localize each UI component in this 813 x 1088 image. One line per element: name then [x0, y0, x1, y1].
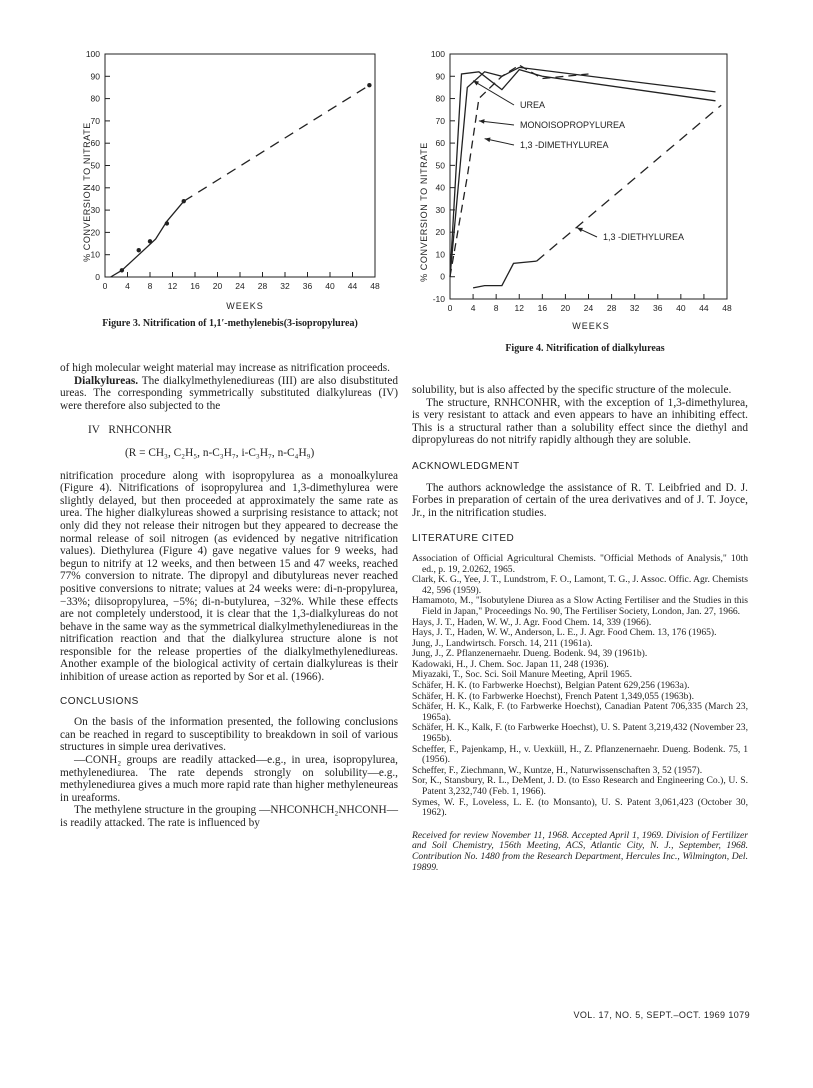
reference-item: Jung, J., Z. Pflanzenernaehr. Dueng. Bodenk. 94, 39 (1961b). [412, 648, 648, 660]
data-curve-solid [111, 201, 184, 277]
reference-item: Jung, J., Landwirtsch. Forsch. 14, 211 (1961a). [412, 637, 593, 649]
reference-item: Scheffer, F., Pajenkamp, H., v. Uexküll, H., Z. Pflanzenernaehr. Dueng. Bodenk. 75, 1 (1956). [412, 743, 748, 766]
received-note: Received for review November 11, 1968. Accepted April 1, 1969. Division of Fertilizer and Soil Chemistry, 156th Meeting, ACS, Atlantic City, N. J., September, 1968. Contribution No. 1480 from the Research Department, Hercules Inc., Wilmington, Del. 19899. [412, 829, 748, 873]
data-point [148, 239, 152, 243]
y-tick-label: 40 [435, 182, 445, 193]
series-line-dimethylurea [450, 65, 589, 277]
y-tick-label: 70 [435, 115, 445, 126]
legend-label: MONOISOPROPYLUREA [520, 120, 626, 130]
formula-text: RNHCONHR [108, 424, 172, 437]
x-tick-label: 24 [583, 303, 594, 313]
y-tick-label: 70 [90, 115, 100, 126]
reference-item: Hays, J. T., Haden, W. W., J. Agr. Food Chem. 14, 339 (1966). [412, 616, 652, 628]
figure-4-chart [405, 42, 755, 342]
x-axis-label: WEEKS [572, 321, 610, 331]
reference-item: Schäfer, H. K., Kalk, F. (to Farbwerke Hoechst), U. S. Patent 3,219,432 (November 23, 1965b). [412, 722, 748, 745]
paragraph: solubility, but is also affected by the specific structure of the molecule. [412, 384, 732, 396]
y-tick-label: 10 [435, 249, 445, 260]
x-tick-label: 36 [653, 303, 663, 313]
data-curve-dashed [184, 85, 370, 201]
formula [88, 424, 398, 437]
x-tick-label: 12 [514, 303, 524, 313]
figure-3-caption: Figure 3. Nitrification of 1,1′-methylenebis(3-isopropylurea) [102, 318, 358, 329]
paragraph-text: The dialkylmethylenediureas (III) are also disubstituted ureas. The corresponding symmetrically substituted dialkylureas (IV) were therefore also subjected to the [60, 374, 398, 412]
x-tick-label: 24 [235, 281, 245, 291]
y-tick-label: -10 [432, 294, 445, 304]
x-tick-label: 12 [167, 281, 178, 291]
paragraph: nitrification procedure along with isopropylurea as a monoalkylurea (Figure 4). Nitrifications of isopropylurea and 1,3-dimethylurea were slightly delayed, but then proceeded at approximately the same rate as urea. The higher dialkylureas showed a surprising resistance to attack; not only did they not release their nitrogen but they appeared to decrease the normal release of soil nitrogen (as evidenced by negative nitrification values). Diethylurea (Figure 4) gave negative values for 9 weeks, had begun to nitrify at 12 weeks, and then between 15 and 47 weeks, reached 77% conversion to nitrate. The dipropyl and dibutylureas never reached positive conversions to nitrate; values at 24 weeks were: di-n-propylurea, −33%; diisopropylurea, −5%; di-n-butylurea, −32%. While these effects are not completely understood, it is clear that the 1,3-dialkylureas do not behave in the same way as the symmetrical dialkylmethylenediureas in the nitrification reaction and that the dialkylurea structure alone is not responsible for the release properties of the dialkylmethylenediureas. Another example of the biological activity of certain dialkylureas is their inhibition of urease action as reported by Sor et al. (1966). [60, 469, 398, 684]
data-point [165, 221, 169, 225]
reference-list [412, 554, 748, 819]
y-axis-label: % CONVERSION TO NITRATE [82, 122, 92, 262]
series-line-monoisopropylurea [450, 67, 716, 276]
formula-r-definition: (R = CH₃, C₂H₅, n-C₃H₇, i-C₃H₇, n-C₄H₉) [125, 446, 315, 459]
plot-frame [450, 54, 727, 299]
page-footer: VOL. 17, NO. 5, SEPT.–OCT. 1969 1079 [573, 1010, 750, 1020]
legend-label: 1,3 -DIETHYLUREA [603, 232, 685, 242]
paragraph: On the basis of the information presented, the following conclusions can be reached in regard to susceptibility to breakdown in soil of various structures in simple urea derivatives. [60, 716, 398, 754]
y-tick-label: 30 [435, 204, 445, 215]
reference-item: Symes, W. F., Loveless, L. E. (to Monsanto), U. S. Patent 3,061,423 (October 30, 1962). [412, 796, 748, 819]
paragraph-dialkylureas [60, 375, 398, 413]
paragraph: The authors acknowledge the assistance of R. T. Leibfried and D. J. Forbes in preparation of certain of the urea derivatives and of J. T. Joyce, Jr., in the nitrification studies. [412, 481, 748, 519]
x-tick-label: 32 [280, 281, 290, 291]
y-tick-label: 100 [85, 49, 100, 59]
x-tick-label: 16 [537, 303, 548, 313]
x-tick-label: 4 [470, 303, 476, 313]
legend-pointer-arrowhead [473, 81, 479, 86]
plot-frame [105, 54, 375, 277]
reference-item: Schäfer, H. K. (to Farbwerke Hoechst), Belgian Patent 629,256 (1963a). [412, 680, 690, 692]
y-tick-label: 80 [90, 93, 100, 104]
x-tick-label: 4 [125, 281, 130, 291]
y-tick-label: 10 [90, 249, 100, 260]
series-line-urea [450, 70, 716, 277]
x-tick-label: 40 [676, 303, 686, 313]
x-tick-label: 32 [629, 303, 640, 313]
y-tick-label: 20 [435, 227, 445, 238]
left-column [60, 362, 398, 830]
section-heading-acknowledgment: ACKNOWLEDGMENT [412, 460, 520, 472]
data-point [137, 248, 141, 252]
figure-3-chart [60, 42, 390, 322]
x-tick-label: 48 [722, 303, 732, 313]
x-tick-label: 8 [147, 281, 153, 291]
paragraph: The methylene structure in the grouping —NHCONHCH₂NHCONH— is readily attacked. The rate is influenced by [60, 804, 398, 829]
section-heading-conclusions: CONCLUSIONS [60, 695, 139, 707]
x-tick-label: 48 [370, 281, 380, 291]
y-tick-label: 0 [95, 272, 100, 282]
paragraph: —CONH₂ groups are readily attacked—e.g., in urea, isopropylurea, methylenediurea. The rate depends strongly on solubility—e.g., methylenediurea gives a much more rapid rate than higher methyleneureas in ureaforms. [60, 754, 398, 804]
y-tick-label: 30 [90, 205, 100, 216]
figure-4-caption: Figure 4. Nitrification of dialkylureas [505, 343, 665, 354]
x-tick-label: 44 [347, 281, 358, 291]
legend-label: UREA [520, 100, 546, 110]
y-tick-label: 80 [435, 93, 445, 104]
x-tick-label: 20 [560, 303, 571, 313]
reference-item: Association of Official Agricultural Chemists. "Official Methods of Analysis," 10th ed., p. 19, 2.0262, 1965. [412, 552, 748, 575]
x-tick-label: 36 [302, 281, 313, 291]
x-tick-label: 44 [699, 303, 709, 313]
x-tick-label: 28 [606, 303, 617, 313]
y-tick-label: 40 [90, 182, 100, 193]
reference-item: Scheffer, F., Ziechmann, W., Kuntze, H., Naturwissenschaften 3, 52 (1957). [412, 764, 703, 776]
reference-item: Hamamoto, M., "Isobutylene Diurea as a Slow Acting Fertiliser and the Studies in this Field in Japan," Proceedings No. 90, The Fertiliser Society, London, Jan. 27, 1966. [412, 595, 748, 617]
y-tick-label: 50 [435, 160, 445, 171]
paragraph: of high molecular weight material may increase as nitrification proceeds. [60, 362, 390, 374]
legend-pointer-arrowhead [485, 138, 491, 143]
series-line-diethylurea [473, 261, 536, 288]
data-point [182, 199, 186, 203]
x-tick-label: 8 [493, 303, 499, 313]
right-column [412, 384, 748, 873]
reference-item: Kadowaki, H., J. Chem. Soc. Japan 11, 248 (1936). [412, 658, 609, 670]
x-axis-label: WEEKS [226, 301, 264, 311]
run-in-heading: Dialkylureas. [74, 374, 139, 387]
data-point [120, 268, 124, 272]
reference-item: Clark, K. G., Yee, J. T., Lundstrom, F. O., Lamont, T. G., J. Assoc. Offic. Agr. Chemists 42, 596 (1959). [412, 574, 748, 596]
legend-pointer-arrowhead [479, 119, 485, 124]
x-tick-label: 20 [212, 281, 223, 291]
reference-item: Miyazaki, T., Soc. Sci. Soil Manure Meeting, April 1965. [412, 669, 633, 681]
section-heading-literature: LITERATURE CITED [412, 533, 515, 545]
y-tick-label: 20 [90, 227, 100, 238]
x-tick-label: 0 [447, 303, 453, 313]
y-tick-label: 50 [90, 160, 100, 171]
reference-item: Schäfer, H. K. (to Farbwerke Hoechst), French Patent 1,349,055 (1963b). [412, 690, 695, 702]
x-tick-label: 40 [325, 281, 335, 291]
y-axis-label: % CONVERSION TO NITRATE [419, 142, 429, 282]
y-tick-label: 90 [435, 71, 445, 82]
reference-item: Hays, J. T., Haden, W. W., Anderson, L. E., J. Agr. Food Chem. 13, 176 (1965). [412, 627, 717, 639]
formula-number: IV [88, 424, 100, 437]
y-tick-label: 60 [90, 138, 100, 149]
x-tick-label: 16 [190, 281, 200, 291]
y-tick-label: 60 [435, 138, 445, 149]
reference-item: Sor, K., Stansbury, R. L., DeMent, J. D. (to Esso Research and Engineering Co.), U. S. Patent 3,232,740 (Feb. 1, 1966). [412, 775, 748, 797]
y-tick-label: 0 [440, 271, 445, 282]
y-tick-label: 100 [430, 49, 445, 59]
reference-item: Schäfer, H. K., Kalk, F. (to Farbwerke Hoechst), Canadian Patent 706,335 (March 23, 1965a). [412, 701, 748, 723]
y-tick-label: 90 [90, 71, 100, 82]
paragraph: The structure, RNHCONHR, with the exception of 1,3-dimethylurea, is very resistant to attack and even appears to have an inhibiting effect. This is a structural rather than a solubility effect since the diethyl and dipropylureas do not nitrify rapidly although they are soluble. [412, 396, 748, 447]
x-tick-label: 28 [257, 281, 268, 291]
x-tick-label: 0 [102, 281, 108, 291]
data-point [367, 83, 371, 87]
legend-label: 1,3 -DIMETHYLUREA [520, 140, 609, 150]
